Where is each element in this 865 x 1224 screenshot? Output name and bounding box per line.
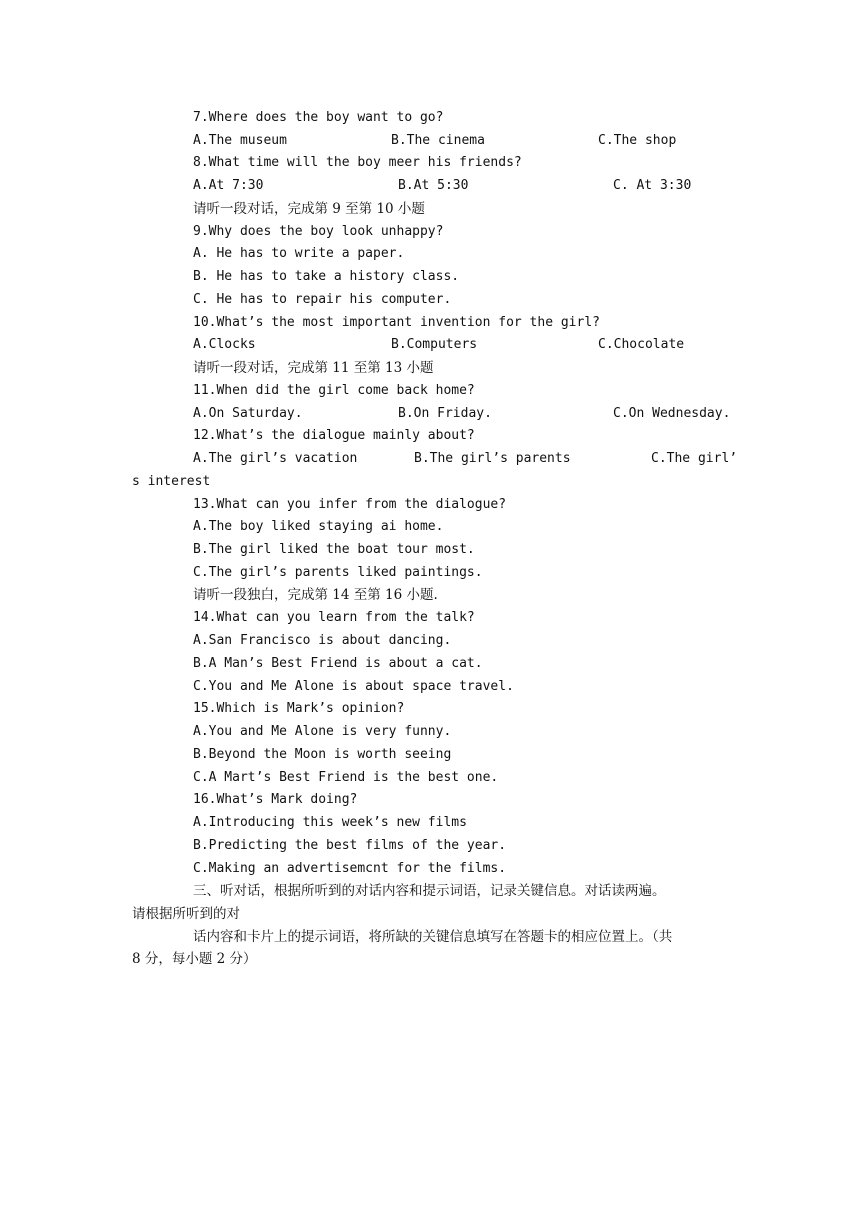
question-14: 14.What can you learn from the talk? — [193, 610, 475, 625]
option-14b: B.A Man’s Best Friend is about a cat. — [193, 656, 483, 671]
option-9c: C. He has to repair his computer. — [193, 292, 452, 307]
option-11a: A.On Saturday. — [193, 406, 303, 421]
option-12b: B.The girl’s parents — [414, 451, 571, 466]
question-11: 11.When did the girl come back home? — [193, 383, 475, 398]
option-9b: B. He has to take a history class. — [193, 269, 460, 284]
option-7c: C.The shop — [598, 133, 677, 148]
option-12c-continuation: s interest — [132, 474, 211, 489]
section-instruction-9-10: 请听一段对话，完成第 9 至第 10 小题 — [193, 201, 425, 217]
option-10a: A.Clocks — [193, 337, 256, 352]
option-13a: A.The boy liked staying ai home. — [193, 519, 444, 534]
part-three-score-note: 8 分，每小题 2 分） — [132, 951, 257, 967]
option-7a: A.The museum — [193, 133, 287, 148]
option-13c: C.The girl’s parents liked paintings. — [193, 565, 483, 580]
part-three-instructions: 话内容和卡片上的提示词语，将所缺的关键信息填写在答题卡的相应位置上。（共 — [193, 929, 673, 945]
question-16: 16.What’s Mark doing? — [193, 792, 358, 807]
question-15: 15.Which is Mark’s opinion? — [193, 701, 405, 716]
option-10b: B.Computers — [391, 337, 478, 352]
section-instruction-14-16: 请听一段独白，完成第 14 至第 16 小题. — [193, 587, 438, 603]
question-8: 8.What time will the boy meer his friends? — [193, 155, 522, 170]
question-13: 13.What can you infer from the dialogue? — [193, 497, 507, 512]
option-8a: A.At 7:30 — [193, 178, 264, 193]
section-instruction-11-13: 请听一段对话，完成第 11 至第 13 小题 — [193, 360, 434, 376]
question-10: 10.What’s the most important invention for the girl? — [193, 315, 600, 330]
question-7: 7.Where does the boy want to go? — [193, 110, 444, 125]
option-15c: C.A Mart’s Best Friend is the best one. — [193, 770, 499, 785]
question-12: 12.What’s the dialogue mainly about? — [193, 428, 475, 443]
option-15a: A.You and Me Alone is very funny. — [193, 724, 452, 739]
option-13b: B.The girl liked the boat tour most. — [193, 542, 475, 557]
option-11c: C.On Wednesday. — [613, 406, 731, 421]
option-16b: B.Predicting the best films of the year. — [193, 838, 507, 853]
option-14c: C.You and Me Alone is about space travel. — [193, 679, 514, 694]
option-16a: A.Introducing this week’s new films — [193, 815, 467, 830]
option-16c: C.Making an advertisemcnt for the films. — [193, 861, 507, 876]
question-9: 9.Why does the boy look unhappy? — [193, 224, 444, 239]
option-8b: B.At 5:30 — [398, 178, 469, 193]
option-15b: B.Beyond the Moon is worth seeing — [193, 747, 452, 762]
option-8c: C. At 3:30 — [613, 178, 692, 193]
option-10c: C.Chocolate — [598, 337, 685, 352]
option-11b: B.On Friday. — [398, 406, 492, 421]
part-three-heading: 三、听对话，根据所听到的对话内容和提示词语，记录关键信息。对话读两遍。 — [193, 883, 666, 899]
option-9a: A. He has to write a paper. — [193, 246, 405, 261]
option-12a: A.The girl’s vacation — [193, 451, 358, 466]
option-14a: A.San Francisco is about dancing. — [193, 633, 452, 648]
part-three-heading-cont: 请根据所听到的对 — [132, 906, 240, 922]
option-7b: B.The cinema — [391, 133, 485, 148]
option-12c: C.The girl’ — [651, 451, 738, 466]
